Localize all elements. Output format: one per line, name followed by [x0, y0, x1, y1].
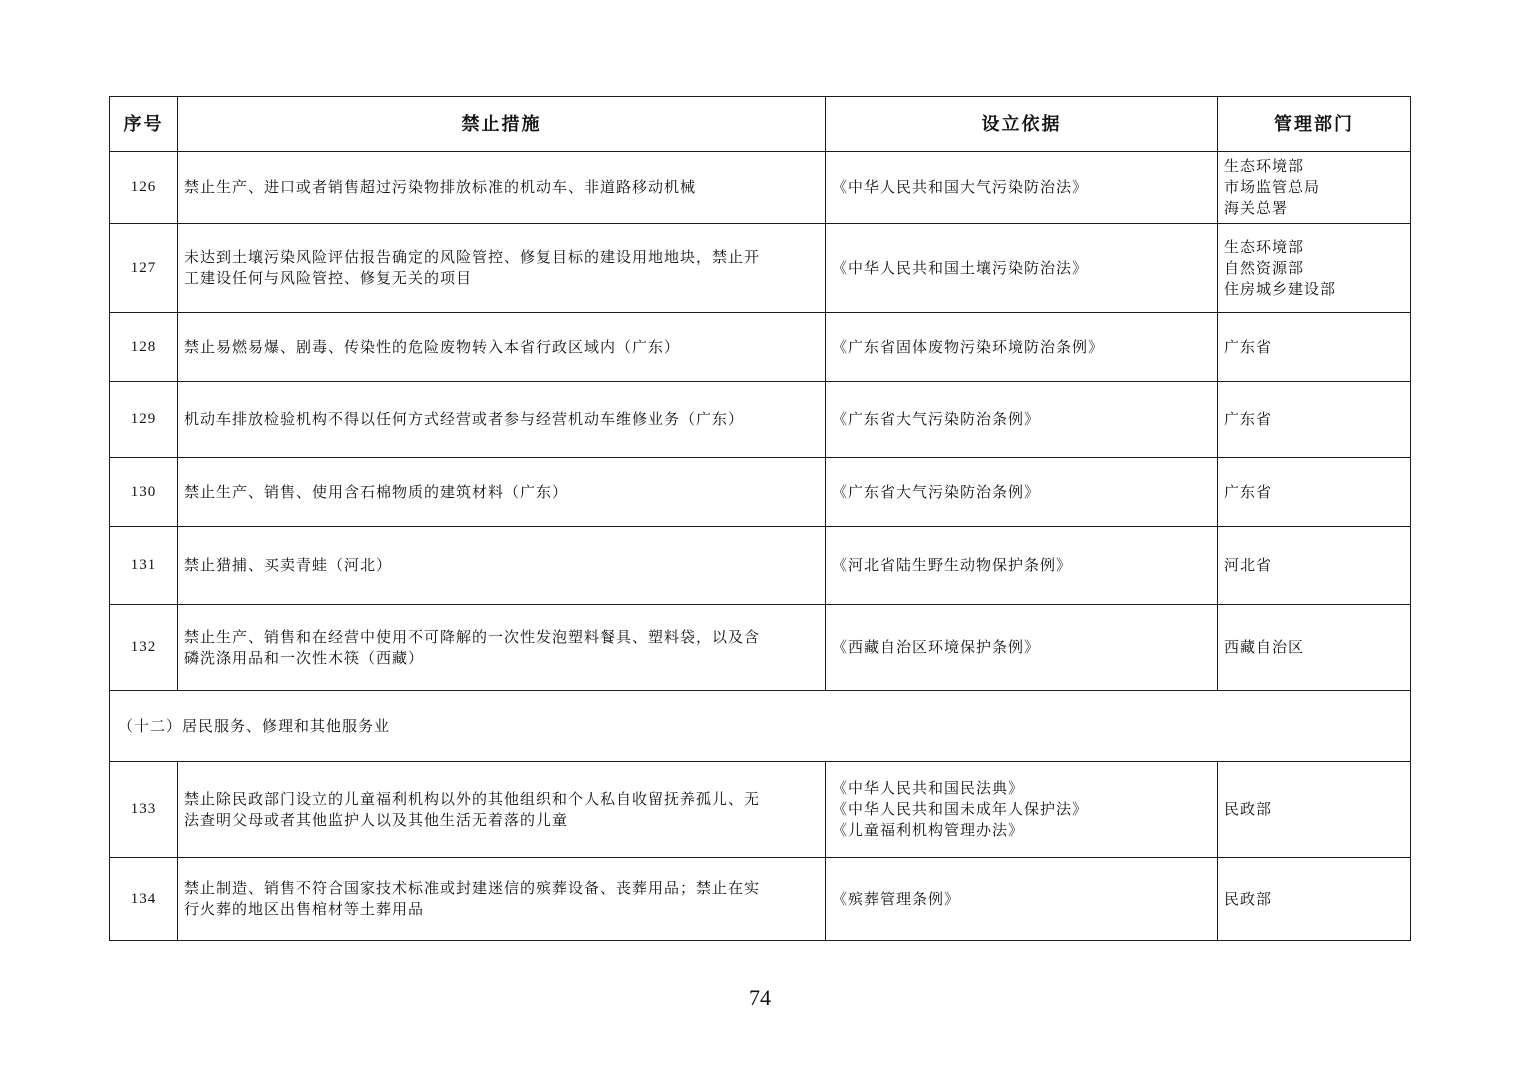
row-number: 132	[110, 605, 178, 691]
dept-line: 海关总署	[1224, 199, 1289, 217]
measure-line: 机动车排放检验机构不得以任何方式经营或者参与经营机动车维修业务（广东）	[184, 410, 745, 428]
dept-cell	[1218, 762, 1411, 858]
page-number: 74	[749, 985, 771, 1010]
table-row	[110, 458, 1411, 527]
basis-line: 《中华人民共和国土壤污染防治法》	[832, 258, 1089, 277]
measure-cell	[178, 152, 826, 224]
table-row	[110, 605, 1411, 691]
basis-cell	[826, 762, 1218, 858]
dept-cell	[1218, 313, 1411, 382]
basis-line: 《中华人民共和国大气污染防治法》	[832, 178, 1089, 196]
dept-cell	[1218, 224, 1411, 313]
dept-line: 广东省	[1224, 410, 1273, 428]
dept-line: 民政部	[1224, 889, 1273, 908]
dept-cell	[1218, 858, 1411, 941]
measure-line: 禁止制造、销售不符合国家技术标准或封建迷信的殡葬设备、丧葬用品；禁止在实	[184, 879, 761, 897]
table-row	[110, 762, 1411, 858]
row-number: 133	[110, 762, 178, 858]
measure-line: 磷洗涤用品和一次性木筷（西藏）	[184, 648, 425, 667]
table-row	[110, 313, 1411, 382]
measure-line: 禁止生产、销售和在经营中使用不可降解的一次性发泡塑料餐具、塑料袋，以及含	[184, 627, 761, 646]
table-row	[110, 858, 1411, 941]
dept-line: 生态环境部	[1224, 237, 1305, 256]
prohibition-table	[109, 96, 1411, 941]
table-row	[110, 527, 1411, 605]
measure-cell	[178, 458, 826, 527]
section-title: （十二）居民服务、修理和其他服务业	[110, 691, 1411, 762]
measure-cell	[178, 605, 826, 691]
measure-line: 法查明父母或者其他监护人以及其他生活无着落的儿童	[184, 810, 569, 829]
dept-cell	[1218, 382, 1411, 458]
basis-cell	[826, 152, 1218, 224]
measure-line: 未达到土壤污染风险评估报告确定的风险管控、修复目标的建设用地地块，禁止开	[184, 248, 761, 266]
dept-line: 西藏自治区	[1224, 638, 1305, 656]
basis-cell	[826, 458, 1218, 527]
dept-line: 广东省	[1224, 337, 1273, 356]
row-number: 130	[110, 458, 178, 527]
header-dept: 管理部门	[1218, 97, 1411, 152]
basis-line: 《中华人民共和国民法典》	[832, 779, 1025, 797]
basis-line: 《河北省陆生野生动物保护条例》	[832, 556, 1073, 574]
measure-line: 禁止除民政部门设立的儿童福利机构以外的其他组织和个人私自收留抚养孤儿、无	[184, 789, 761, 808]
header-basis: 设立依据	[826, 97, 1218, 152]
measure-line: 禁止生产、销售、使用含石棉物质的建筑材料（广东）	[184, 482, 569, 501]
header-no: 序号	[110, 97, 178, 152]
row-number: 127	[110, 224, 178, 313]
measure-line: 禁止易燃易爆、剧毒、传染性的危险废物转入本省行政区域内（广东）	[184, 337, 681, 356]
measure-line: 行火葬的地区出售棺材等土葬用品	[184, 900, 425, 918]
measure-line: 禁止猎捕、买卖青蛙（河北）	[184, 556, 393, 574]
measure-cell	[178, 858, 826, 941]
basis-line: 《广东省大气污染防治条例》	[832, 482, 1041, 501]
basis-cell	[826, 527, 1218, 605]
section-row	[110, 691, 1411, 762]
row-number: 129	[110, 382, 178, 458]
basis-line: 《广东省大气污染防治条例》	[832, 410, 1041, 428]
basis-cell	[826, 224, 1218, 313]
row-number: 128	[110, 313, 178, 382]
basis-line: 《中华人民共和国未成年人保护法》	[832, 800, 1089, 818]
measure-cell	[178, 313, 826, 382]
measure-cell	[178, 224, 826, 313]
dept-line: 自然资源部	[1224, 258, 1305, 277]
dept-line: 住房城乡建设部	[1224, 279, 1337, 298]
dept-line: 民政部	[1224, 800, 1273, 818]
row-number: 134	[110, 858, 178, 941]
table-header-row	[110, 97, 1411, 152]
dept-cell	[1218, 605, 1411, 691]
row-number: 131	[110, 527, 178, 605]
table-row	[110, 224, 1411, 313]
table-row	[110, 382, 1411, 458]
basis-line: 《西藏自治区环境保护条例》	[832, 638, 1041, 656]
basis-line: 《广东省固体废物污染环境防治条例》	[832, 337, 1105, 356]
basis-cell	[826, 313, 1218, 382]
measure-line: 禁止生产、进口或者销售超过污染物排放标准的机动车、非道路移动机械	[184, 178, 697, 196]
basis-line: 《儿童福利机构管理办法》	[832, 821, 1025, 839]
header-measure: 禁止措施	[178, 97, 826, 152]
measure-line: 工建设任何与风险管控、修复无关的项目	[184, 269, 473, 287]
measure-cell	[178, 527, 826, 605]
dept-cell	[1218, 152, 1411, 224]
dept-cell	[1218, 458, 1411, 527]
dept-cell	[1218, 527, 1411, 605]
basis-line: 《殡葬管理条例》	[832, 889, 961, 908]
basis-cell	[826, 605, 1218, 691]
dept-line: 市场监管总局	[1224, 178, 1321, 196]
measure-cell	[178, 382, 826, 458]
dept-line: 广东省	[1224, 482, 1273, 501]
row-number: 126	[110, 152, 178, 224]
dept-line: 河北省	[1224, 556, 1273, 574]
table-row	[110, 152, 1411, 224]
basis-cell	[826, 382, 1218, 458]
dept-line: 生态环境部	[1224, 157, 1305, 175]
measure-cell	[178, 762, 826, 858]
basis-cell	[826, 858, 1218, 941]
